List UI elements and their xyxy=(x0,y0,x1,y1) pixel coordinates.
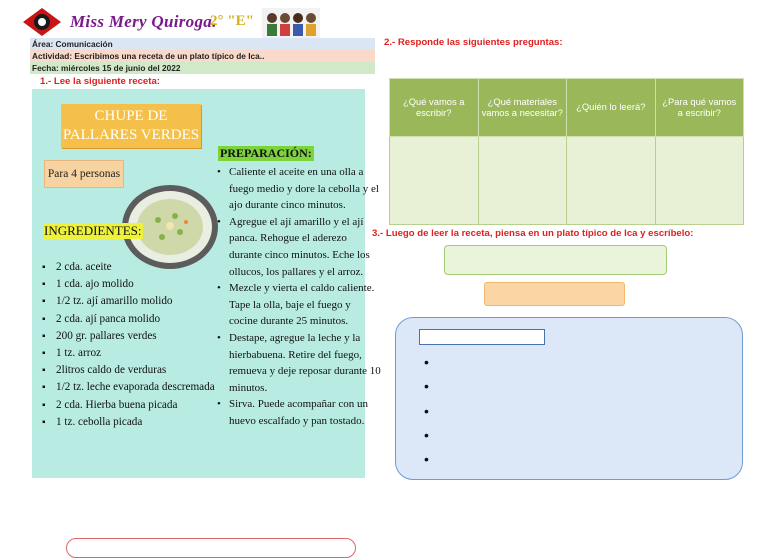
question-header: ¿Qué vamos a escribir? xyxy=(390,79,479,137)
list-item: ▪ 1/2 tz. ají amarillo molido xyxy=(56,293,246,310)
list-item: • Caliente el aceite en una olla a fuego medio y dore la cebolla y el ajo durante cinco minutos. xyxy=(229,164,381,214)
list-item: ▪ 2 cda. ají panca molido xyxy=(56,311,246,328)
servings-label: Para 4 personas xyxy=(44,160,124,188)
bullet-list xyxy=(424,350,429,471)
list-item: • Destape, agregue la leche y la hierbabuena. Retire del fuego, remueva y deje reposar durante 10 minutos. xyxy=(229,330,381,396)
instruction-1: 1.- Lee la siguiente receta: xyxy=(40,76,160,87)
date-row: Fecha: miércoles 15 de junio del 2022 xyxy=(30,62,375,74)
recipe-title: CHUPE DE PALLARES VERDES xyxy=(61,104,201,148)
answer-cell[interactable] xyxy=(478,137,567,225)
bottom-frame xyxy=(66,538,356,558)
list-item: • Mezcle y vierta el caldo caliente. Tape la olla, baje el fuego y cocine durante 25 minutos. xyxy=(229,280,381,330)
bullet-item[interactable]: • xyxy=(424,354,429,370)
preparation-heading: PREPARACIÓN: xyxy=(220,146,312,160)
grade-label: 2° "E" xyxy=(210,13,254,29)
list-item: ▪ 1/2 tz. leche evaporada descremada xyxy=(56,379,246,396)
answer-cell[interactable] xyxy=(390,137,479,225)
list-item: • Sirva. Puede acompañar con un huevo escalfado y pan tostado. xyxy=(229,396,381,429)
question-header: ¿Quién lo leerá? xyxy=(567,79,656,137)
list-item: ▪ 2 cda. aceite xyxy=(56,259,246,276)
list-item: ▪ 1 cda. ajo molido xyxy=(56,276,246,293)
instruction-2: 2.- Responde las siguientes preguntas: xyxy=(384,37,563,48)
instruction-3: 3.- Luego de leer la receta, piensa en un plato típico de Ica y escríbelo: xyxy=(372,228,694,239)
list-item: ▪ 2 cda. Hierba buena picada xyxy=(56,397,246,414)
area-row: Área: Comunicación xyxy=(30,38,375,50)
bullet-item[interactable]: • xyxy=(424,426,429,443)
dish-name-box[interactable] xyxy=(444,245,667,275)
questions-table xyxy=(389,78,744,225)
answer-cell[interactable] xyxy=(655,137,744,225)
ingredients-heading: INGREDIENTES: xyxy=(44,223,142,238)
school-logo-icon xyxy=(22,7,62,37)
activity-row: Actividad: Escribimos una receta de un plato típico de Ica.. xyxy=(30,50,375,62)
question-header: ¿Para qué vamos a escribir? xyxy=(655,79,744,137)
preparation-list xyxy=(212,164,381,430)
question-header: ¿Qué materiales vamos a necesitar? xyxy=(478,79,567,137)
teacher-name: Miss Mery Quiroga. xyxy=(70,12,217,31)
list-item: • Agregue el ají amarillo y el ají panca. Rehogue el aderezo durante cinco minutos. Eche los ollucos, los pallares y el arroz. xyxy=(229,214,381,280)
bullet-item[interactable]: • xyxy=(424,378,429,395)
bullet-item[interactable]: • xyxy=(424,451,429,468)
list-item: ▪ 1 tz. arroz xyxy=(56,345,246,362)
list-item: ▪ 2litros caldo de verduras xyxy=(56,362,246,379)
children-icon xyxy=(262,8,320,38)
list-item: ▪ 1 tz. cebolla picada xyxy=(56,414,246,431)
heading-input-box[interactable] xyxy=(419,329,545,345)
bullet-item[interactable]: • xyxy=(424,402,429,419)
answer-cell[interactable] xyxy=(567,137,656,225)
servings-box[interactable] xyxy=(484,282,625,306)
list-item: ▪ 200 gr. pallares verdes xyxy=(56,328,246,345)
